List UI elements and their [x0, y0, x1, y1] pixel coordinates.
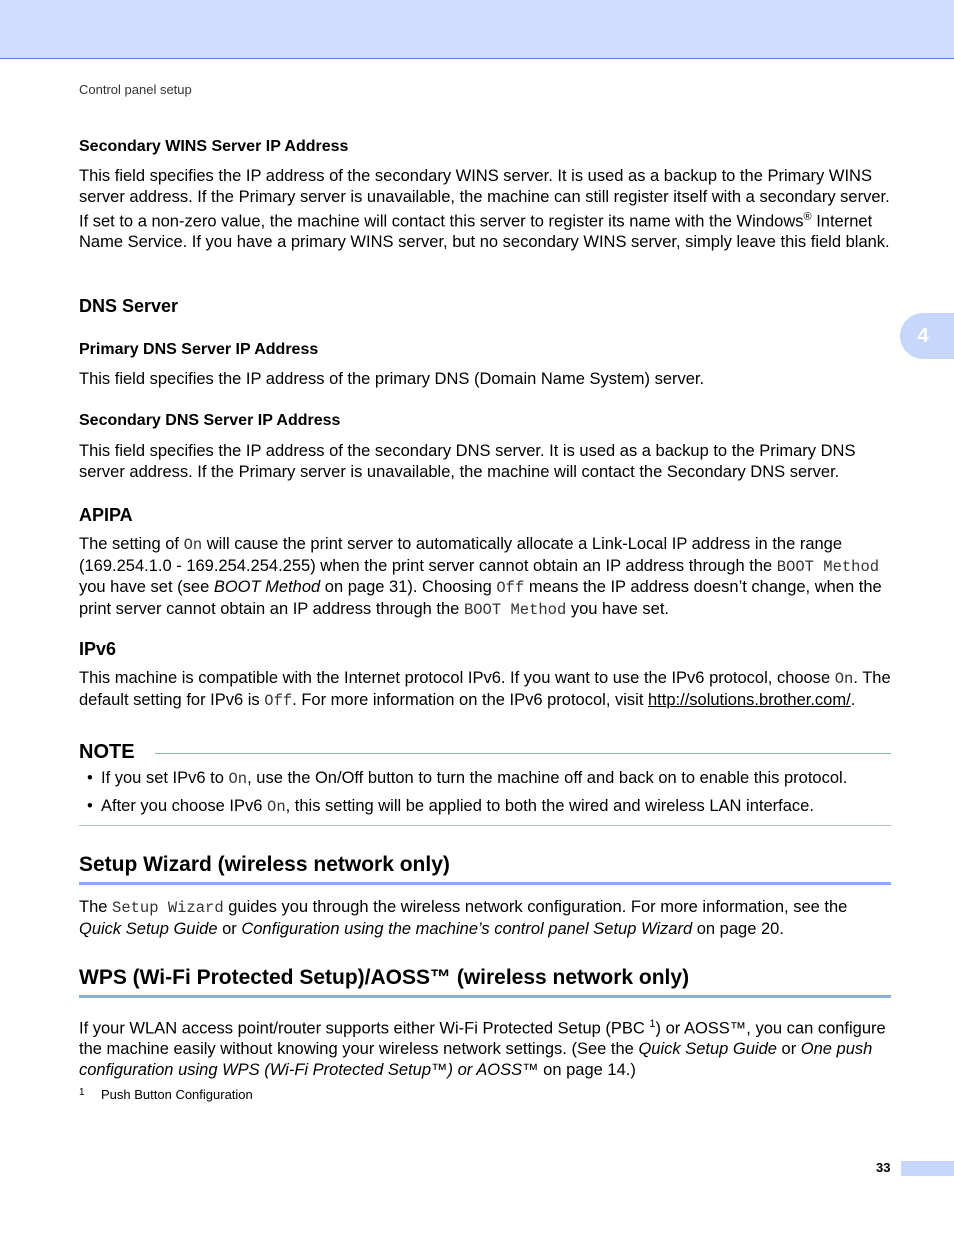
note-title: NOTE: [79, 741, 135, 763]
secondary-dns-text: This field specifies the IP address of the secondary DNS server. It is used as a backup to the Primary DNS server address. If the Primary server is unavailable, the machine will contact the Secondary DNS server.: [79, 442, 856, 481]
note-rule: [155, 753, 891, 754]
brother-solutions-link[interactable]: http://solutions.brother.com/: [648, 690, 851, 709]
wps-rule: [79, 995, 891, 998]
apipa-heading: APIPA: [79, 505, 133, 525]
ipv6-heading: IPv6: [79, 639, 117, 659]
page-number-bar: [901, 1161, 954, 1176]
primary-dns-heading: Primary DNS Server IP Address: [79, 341, 319, 358]
wps-heading: WPS (Wi-Fi Protected Setup)/AOSS™ (wireless network only): [79, 966, 690, 989]
wps-text: If your WLAN access point/router supports either Wi-Fi Protected Setup (PBC $^1$) or AOSS™, you can configure the machine easily without knowing your wireless network settings. (See the Quick Setup Guide or One push configuration using WPS (Wi-Fi Protected Setup™) or AOSS™ on page 14.): [79, 1018, 886, 1079]
page-number: 33: [876, 1160, 891, 1175]
note-bullet-2: • After you choose IPv6 On, this setting will be applied to both the wired and wireless LAN interface.: [87, 797, 814, 816]
header-bar: [0, 0, 954, 59]
setup-wizard-rule: [79, 882, 891, 885]
dns-server-heading: DNS Server: [79, 296, 179, 316]
footnote-ref: 1: [649, 1018, 656, 1030]
setup-wizard-text: The Setup Wizard guides you through the wireless network configuration. For more information, see the Quick Setup Guide or Configuration using the machine’s control panel Setup Wizard on page 20.: [79, 898, 848, 938]
secondary-wins-heading: Secondary WINS Server IP Address: [79, 138, 349, 155]
setup-wizard-heading: Setup Wizard (wireless network only): [79, 853, 450, 876]
note-end-rule: [79, 825, 891, 826]
footnote: 1 Push Button Configuration: [79, 1087, 253, 1102]
note-bullet-1: • If you set IPv6 to On, use the On/Off button to turn the machine off and back on to enable this protocol.: [87, 769, 848, 788]
apipa-text: The setting of On will cause the print server to automatically allocate a Link-Local IP address in the range (169.254.1.0 - 169.254.254.255) when the print server cannot obtain an IP address through the BOOT Method you have set (see BOOT Method on page 31). Choosing Off means the IP address doesn’t change, when the print server cannot obtain an IP address through the BOOT Method you have set.: [79, 535, 882, 619]
ipv6-text: This machine is compatible with the Internet protocol IPv6. If you want to use the IPv6 protocol, choose On. The default setting for IPv6 is Off. For more information on the IPv6 protocol, visit http://solutions.brother.com/.: [79, 669, 891, 710]
secondary-wins-text: This field specifies the IP address of the secondary WINS server. It is used as a backup to the Primary WINS server address. If the Primary server is unavailable, the machine can still register itself with a secondary server. If set to a non-zero value, the machine will contact this server to register its name with the Windows® Internet Name Service. If you have a primary WINS server, but no secondary WINS server, simply leave this field blank.: [79, 167, 890, 251]
registered-mark: ®: [803, 211, 812, 223]
breadcrumb: Control panel setup: [79, 82, 192, 97]
chapter-tab: 4: [900, 313, 954, 359]
primary-dns-text: This field specifies the IP address of the primary DNS (Domain Name System) server.: [79, 370, 705, 388]
secondary-dns-heading: Secondary DNS Server IP Address: [79, 412, 341, 429]
